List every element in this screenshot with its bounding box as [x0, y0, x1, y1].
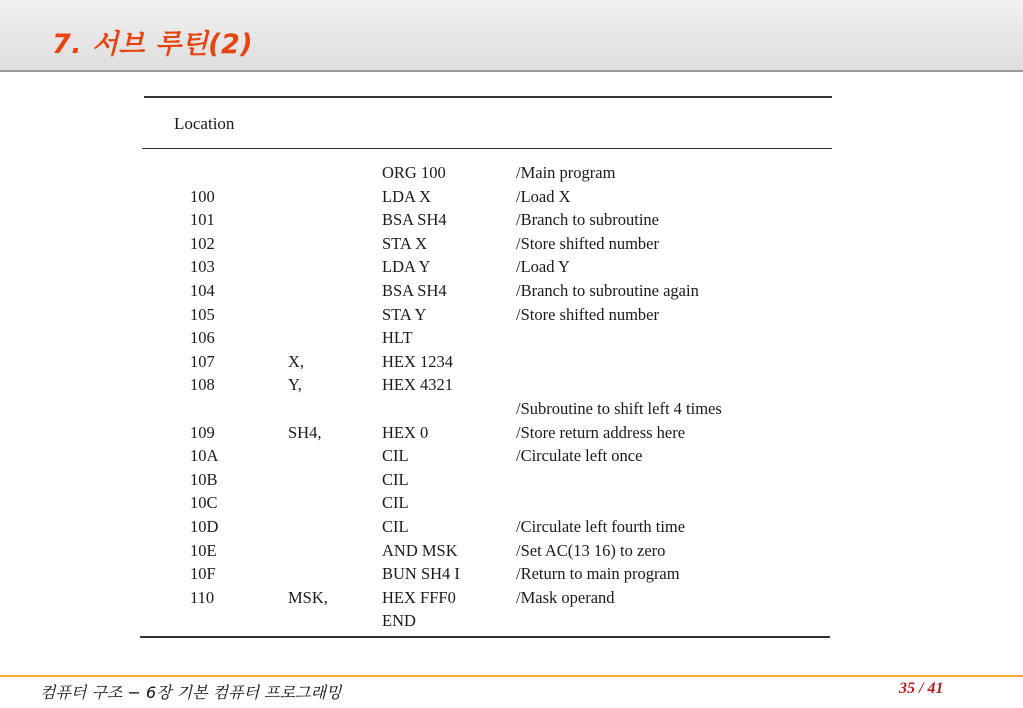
footer-divider: [0, 675, 1023, 677]
label-cell: X,: [288, 351, 305, 371]
listing-row: [138, 187, 832, 211]
instruction-cell: HEX 0: [382, 422, 429, 442]
location-cell: 10F: [190, 564, 216, 584]
instruction-cell: ORG 100: [382, 163, 446, 182]
slide-title: 7. 서브 루틴(2): [52, 29, 254, 60]
location-cell: 100: [190, 186, 215, 206]
instruction-cell: BUN SH4 I: [382, 564, 460, 584]
instruction-cell: HLT: [382, 328, 413, 348]
location-cell: 102: [190, 233, 215, 253]
comment-cell: /Circulate left fourth time: [516, 516, 686, 536]
label-cell: Y,: [288, 375, 302, 395]
bottom-rule: [140, 636, 830, 638]
listing-row: [138, 352, 832, 376]
comment-cell: /Subroutine to shift left 4 times: [516, 398, 722, 418]
listing-row: [138, 328, 832, 352]
header-rule: [142, 148, 832, 149]
comment-cell: /Mask operand: [516, 587, 615, 607]
location-cell: 104: [190, 280, 215, 300]
instruction-cell: BSA SH4: [382, 210, 447, 230]
listing-row: [138, 399, 832, 423]
listing-row: [138, 564, 832, 588]
comment-cell: /Circulate left once: [516, 446, 643, 466]
comment-cell: /Main program: [516, 163, 616, 182]
location-cell: 10D: [190, 516, 219, 536]
title-bar: [0, 0, 1023, 72]
label-cell: SH4,: [288, 422, 322, 442]
location-cell: 10C: [190, 493, 218, 513]
location-header: Location: [174, 114, 235, 133]
location-cell: 103: [190, 257, 215, 277]
listing-row: [138, 281, 832, 305]
program-listing: [138, 90, 832, 642]
listing-row: [138, 611, 832, 635]
listing-row: [138, 163, 832, 187]
listing-row: [138, 210, 832, 234]
instruction-cell: BSA SH4: [382, 280, 447, 300]
listing-row: [138, 517, 832, 541]
comment-cell: /Branch to subroutine again: [516, 280, 699, 300]
page-number: 35 / 41: [899, 680, 944, 697]
instruction-cell: CIL: [382, 493, 409, 513]
location-cell: 10B: [190, 469, 218, 489]
instruction-cell: AND MSK: [382, 540, 458, 560]
comment-cell: /Set AC(13 16) to zero: [516, 540, 666, 560]
comment-cell: /Store shifted number: [516, 233, 659, 253]
instruction-cell: HEX FFF0: [382, 587, 456, 607]
listing-rows: [138, 163, 832, 635]
instruction-cell: STA Y: [382, 304, 427, 324]
listing-row: [138, 588, 832, 612]
location-cell: 10E: [190, 540, 217, 560]
instruction-cell: CIL: [382, 516, 409, 536]
listing-row: [138, 423, 832, 447]
listing-row: [138, 234, 832, 258]
location-cell: 106: [190, 328, 215, 348]
instruction-cell: HEX 1234: [382, 351, 454, 371]
listing-row: [138, 257, 832, 281]
instruction-cell: LDA Y: [382, 257, 431, 277]
instruction-cell: LDA X: [382, 186, 432, 206]
location-cell: 109: [190, 422, 215, 442]
comment-cell: /Store return address here: [516, 422, 686, 442]
location-cell: 108: [190, 375, 215, 395]
comment-cell: /Return to main program: [516, 564, 680, 584]
instruction-cell: HEX 4321: [382, 375, 454, 395]
location-cell: 105: [190, 304, 215, 324]
listing-row: [138, 541, 832, 565]
location-cell: 107: [190, 351, 215, 371]
listing-row: [138, 493, 832, 517]
comment-cell: /Load Y: [516, 257, 570, 277]
instruction-cell: STA X: [382, 233, 427, 253]
label-cell: MSK,: [288, 587, 328, 607]
location-cell: 110: [190, 587, 215, 607]
instruction-cell: END: [382, 611, 416, 631]
listing-row: [138, 375, 832, 399]
listing-row: [138, 446, 832, 470]
listing-row: [138, 470, 832, 494]
instruction-cell: CIL: [382, 469, 409, 489]
top-rule: [144, 96, 832, 98]
listing-row: [138, 305, 832, 329]
comment-cell: /Branch to subroutine: [516, 210, 659, 230]
footer-course-title: 컴퓨터 구조 − 6장 기본 컴퓨터 프로그래밍: [40, 683, 342, 702]
instruction-cell: CIL: [382, 446, 409, 466]
comment-cell: /Store shifted number: [516, 304, 659, 324]
location-cell: 10A: [190, 446, 219, 466]
location-cell: 101: [190, 210, 215, 230]
comment-cell: /Load X: [516, 186, 571, 206]
